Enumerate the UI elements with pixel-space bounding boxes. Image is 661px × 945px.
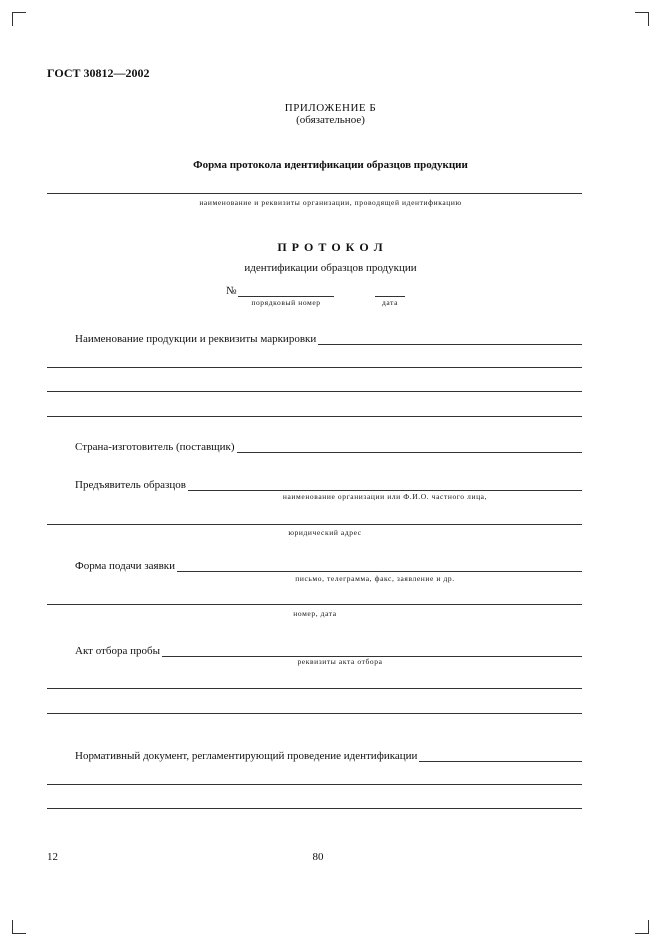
- date-caption: дата: [381, 298, 399, 307]
- request-number-line: [47, 604, 582, 605]
- crop-mark: [648, 920, 649, 934]
- normative-line: [47, 784, 582, 785]
- normative-line: [47, 808, 582, 809]
- product-line: [47, 391, 582, 392]
- request-form-field: [47, 560, 582, 572]
- product-line: [47, 367, 582, 368]
- page-number-left: 12: [47, 851, 58, 863]
- crop-mark: [12, 920, 13, 934]
- crop-mark: [12, 12, 26, 13]
- crop-mark: [635, 933, 649, 934]
- form-title: Форма протокола идентификации образцов продукции: [193, 159, 468, 171]
- product-line: [47, 416, 582, 417]
- page-number-center: 80: [312, 851, 324, 863]
- appendix-title: ПРИЛОЖЕНИЕ Б: [284, 102, 377, 114]
- number-caption: порядковый номер: [251, 298, 321, 307]
- request-number-caption: номер, дата: [293, 609, 337, 618]
- address-caption: юридический адрес: [288, 528, 362, 537]
- applicant-caption: наименование организации или Ф.И.О. частного лица,: [282, 492, 488, 501]
- product-field: [47, 333, 582, 345]
- sampling-act-line: [162, 646, 582, 657]
- protocol-title: П Р О Т О К О Л: [277, 240, 384, 254]
- product-line: [318, 334, 582, 345]
- country-label: Страна-изготовитель (поставщик): [75, 441, 235, 453]
- request-form-line: [177, 561, 582, 572]
- crop-mark: [12, 933, 26, 934]
- crop-mark: [12, 12, 13, 26]
- applicant-line: [188, 480, 582, 491]
- appendix-note: (обязательное): [296, 114, 365, 126]
- org-caption: наименование и реквизиты организации, проводящей идентификацию: [199, 198, 462, 207]
- request-form-label: Форма подачи заявки: [75, 560, 176, 572]
- normative-line: [419, 751, 582, 762]
- product-label: Наименование продукции и реквизиты маркировки: [75, 333, 317, 345]
- sampling-act-label: Акт отбора пробы: [75, 645, 160, 657]
- normative-field: [47, 750, 582, 762]
- sampling-line: [47, 713, 582, 714]
- document-header: ГОСТ 30812—2002: [47, 66, 150, 80]
- crop-mark: [648, 12, 649, 26]
- sampling-line: [47, 688, 582, 689]
- sampling-caption: реквизиты акта отбора: [297, 657, 383, 666]
- normative-label: Нормативный документ, регламентирующий проведение идентификации: [75, 750, 418, 762]
- applicant-label: Предъявитель образцов: [75, 479, 186, 491]
- crop-mark: [635, 12, 649, 13]
- applicant-field: [47, 479, 582, 491]
- number-line: [238, 296, 334, 297]
- protocol-subtitle: идентификации образцов продукции: [244, 262, 417, 274]
- sampling-act-field: [47, 645, 582, 657]
- address-line: [47, 524, 582, 525]
- org-line: [47, 193, 582, 194]
- country-field: [47, 441, 582, 453]
- number-sign: №: [226, 285, 237, 297]
- request-caption: письмо, телеграмма, факс, заявление и др.: [295, 574, 455, 583]
- date-line: [375, 296, 405, 297]
- country-line: [237, 442, 582, 453]
